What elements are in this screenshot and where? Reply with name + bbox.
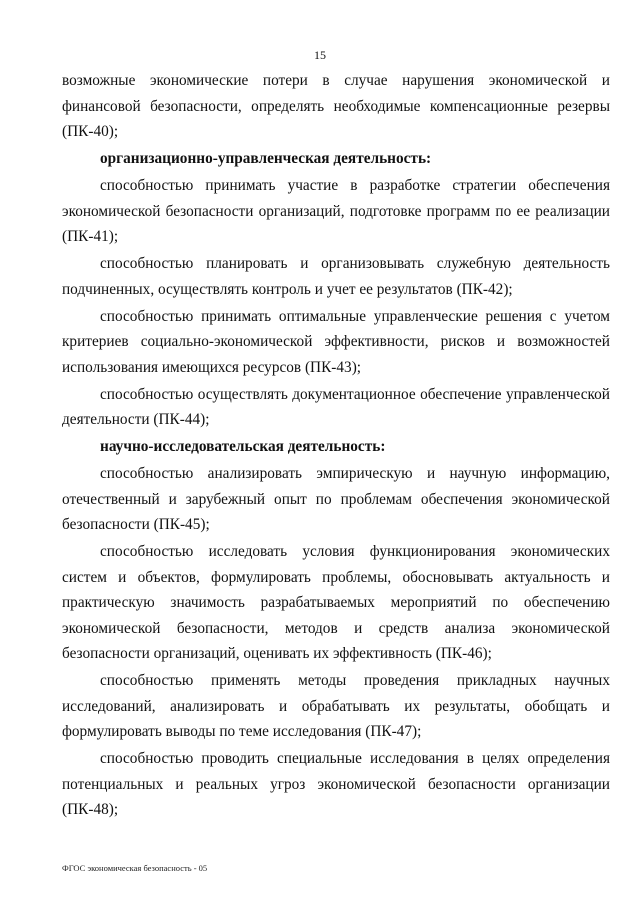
page-footer: ФГОС экономическая безопасность - 05 (62, 863, 208, 873)
competency-pk-41: способностью принимать участие в разработке стратегии обеспечения экономической безопасности организаций, подготовке программ по ее реализации (ПК-41); (62, 177, 610, 245)
section-heading-organizational: организационно-управленческая деятельность: (100, 150, 432, 167)
competency-pk-44: способностью осуществлять документационное обеспечение управленческой деятельности (ПК-44); (62, 385, 610, 428)
competency-pk-42: способностью планировать и организовывать служебную деятельность подчиненных, осуществлять контроль и учет ее результатов (ПК-42); (62, 255, 610, 298)
paragraph-continuation: возможные экономические потери в случае нарушения экономической и финансовой безопасности, определять необходимые компенсационные резервы (ПК-40); (62, 72, 610, 140)
section-heading-research: научно-исследовательская деятельность: (100, 438, 386, 455)
competency-pk-46: способностью исследовать условия функционирования экономических систем и объектов, формулировать проблемы, обосновывать актуальность и практическую значимость разрабатываемых мероприятий по обеспечению экономической безопасности, методов и средств анализа экономической безопасности организаций, оценивать их эффективность (ПК-46); (62, 543, 610, 662)
document-body (62, 68, 610, 824)
competency-pk-48: способностью проводить специальные исследования в целях определения потенциальных и реальных угроз экономической безопасности организации (ПК-48); (62, 750, 610, 818)
competency-pk-45: способностью анализировать эмпирическую и научную информацию, отечественный и зарубежный опыт по проблемам обеспечения экономической безопасности (ПК-45); (62, 465, 610, 533)
page-number: 15 (314, 48, 326, 62)
competency-pk-47: способностью применять методы проведения прикладных научных исследований, анализировать и обрабатывать их результаты, обобщать и формулировать выводы по теме исследования (ПК-47); (62, 672, 610, 740)
competency-pk-43: способностью принимать оптимальные управленческие решения с учетом критериев социально-экономической эффективности, рисков и возможностей использования имеющихся ресурсов (ПК-43); (62, 307, 610, 376)
